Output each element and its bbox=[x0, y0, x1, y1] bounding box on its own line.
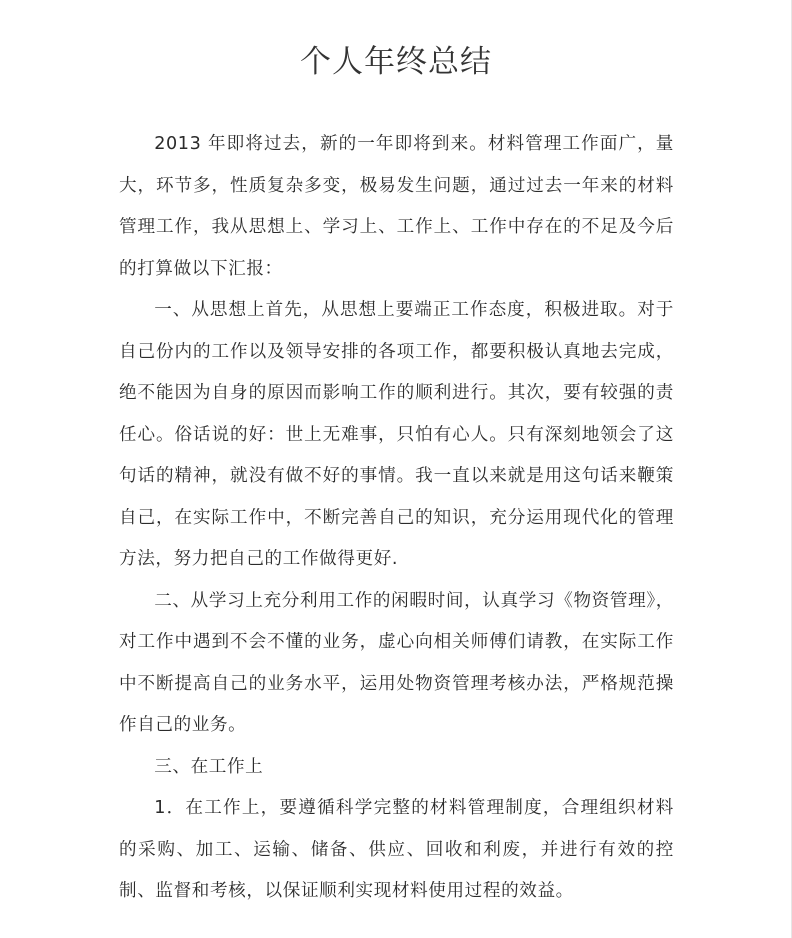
paragraph-work-heading: 三、在工作上 bbox=[154, 756, 264, 777]
paragraph-work-item-1: 1．在工作上，要遵循科学完整的材料管理制度，合理组织材料的采购、加工、运输、储备、供应、回收和利废，并进行有效的控制、监督和考核，以保证顺利实现材料使用过程的效益。 bbox=[119, 798, 674, 901]
paragraph-intro: 2013 年即将过去，新的一年即将到来。材料管理工作面广，量大，环节多，性质复杂多变，极易发生问题，通过过去一年来的材料管理工作，我从思想上、学习上、工作上、工作中存在的不足及今后的打算做以下汇报： bbox=[119, 134, 674, 279]
document-body bbox=[119, 124, 674, 913]
document-title: 个人年终总结 bbox=[300, 44, 492, 80]
paragraph-study: 二、从学习上充分利用工作的闲暇时间，认真学习《物资管理》，对工作中遇到不会不懂的业务，虚心向相关师傅们请教，在实际工作中不断提高自己的业务水平，运用处物资管理考核办法，严格规范操作自己的业务。 bbox=[119, 590, 674, 735]
paragraph-thought: 一、从思想上首先，从思想上要端正工作态度，积极进取。对于自己份内的工作以及领导安排的各项工作，都要积极认真地去完成，绝不能因为自身的原因而影响工作的顺利进行。其次，要有较强的责任心。俗话说的好：世上无难事，只怕有心人。只有深刻地领会了这句话的精神，就没有做不好的事情。我一直以来就是用这句话来鞭策自己，在实际工作中，不断完善自己的知识，充分运用现代化的管理方法，努力把自己的工作做得更好. bbox=[119, 300, 674, 569]
